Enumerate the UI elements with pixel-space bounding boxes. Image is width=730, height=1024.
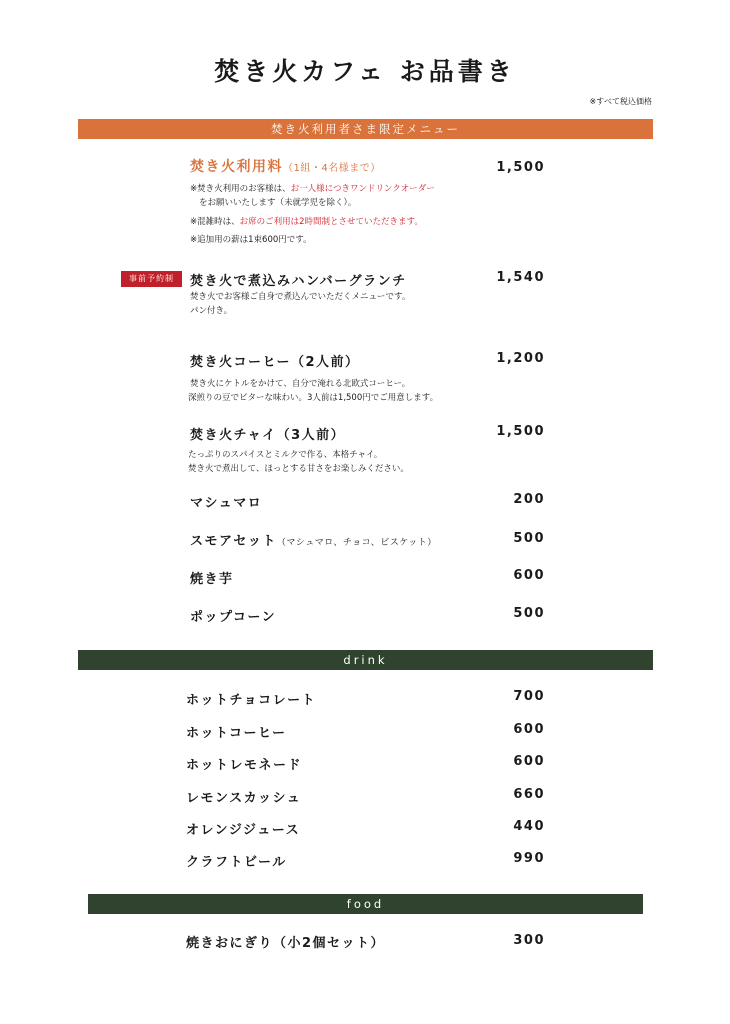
reservation-badge: 事前予約制: [121, 271, 182, 287]
menu-item-description: 深煎りの豆でビターな味わい。3人前は1,500円でご用意します。: [188, 393, 439, 403]
menu-item-description: 焚き火で煮出して、ほっとする甘さをお楽しみください。: [188, 464, 409, 474]
drink-item-price: 700: [513, 689, 545, 704]
menu-item-description: 焚き火にケトルをかけて、自分で淹れる北欧式コーヒー。: [190, 379, 411, 389]
menu-item-takibi-coffee: 焚き火コーヒー（2人前）: [190, 355, 360, 370]
menu-item-yakiimo: 焼き芋: [190, 572, 234, 587]
menu-item-price: 500: [513, 531, 545, 546]
menu-item-takibi-chai: 焚き火チャイ（3人前）: [190, 428, 346, 443]
menu-item-popcorn: ポップコーン: [190, 610, 277, 625]
drink-item-price: 600: [513, 722, 545, 737]
note-highlight: お一人様につきワンドリンクオーダー: [290, 184, 435, 194]
note-text: ※焚き火利用のお客様は、: [190, 184, 291, 194]
menu-item-subtext: （1組・4名様まで）: [283, 163, 381, 174]
menu-item-name: スモアセット: [190, 534, 277, 549]
drink-item-name: オレンジジュース: [186, 823, 301, 838]
menu-item-price: 200: [513, 492, 545, 507]
usage-note-1-cont: をお願いいたします（未就学児を除く）。: [199, 198, 357, 208]
drink-item-name: クラフトビール: [186, 855, 287, 870]
menu-item-price: 500: [513, 606, 545, 621]
menu-item-subtext: （マシュマロ、チョコ、ビスケット）: [276, 538, 437, 548]
menu-item-description: たっぷりのスパイスとミルクで作る、本格チャイ。: [188, 450, 383, 460]
drink-item-name: レモンスカッシュ: [186, 791, 302, 806]
drink-item-name: ホットチョコレート: [186, 693, 317, 708]
menu-item-description: 焚き火でお客様ご自身で煮込んでいただくメニューです。: [190, 292, 411, 302]
note-highlight: お席のご利用は2時間制とさせていただきます。: [239, 217, 423, 227]
drink-item-name: ホットレモネード: [186, 758, 303, 773]
drink-item-price: 660: [513, 787, 545, 802]
menu-item-price: 1,200: [496, 351, 545, 366]
menu-item-name: 焚き火利用料: [190, 159, 283, 175]
menu-item-marshmallow: マシュマロ: [190, 496, 263, 511]
drink-item-name: ホットコーヒー: [186, 726, 287, 741]
menu-item-smore-set: [190, 530, 437, 549]
menu-item-price: 1,500: [496, 160, 545, 175]
menu-item-price: 1,500: [496, 424, 545, 439]
drink-item-price: 440: [513, 819, 545, 834]
drink-item-price: 600: [513, 754, 545, 769]
food-item-price: 300: [513, 933, 545, 948]
usage-note-3: ※追加用の薪は1束600円です。: [190, 235, 312, 245]
section-header-drink: drink: [78, 650, 653, 670]
section-header-food: food: [88, 894, 643, 914]
tax-note: ※すべて税込価格: [589, 97, 652, 106]
food-item-name: 焼きおにぎり（小2個セット）: [186, 936, 386, 951]
section-header-limited: 焚き火利用者さま限定メニュー: [78, 119, 653, 139]
note-text: ※混雑時は、: [190, 217, 240, 227]
menu-item-description: パン付き。: [190, 306, 233, 316]
usage-note-2: [190, 216, 423, 228]
menu-item-price: 1,540: [496, 270, 545, 285]
page-title: 焚き火カフェ お品書き: [214, 57, 516, 86]
menu-item-usage-fee: [190, 156, 381, 176]
drink-item-price: 990: [513, 851, 545, 866]
usage-note-1: [190, 183, 435, 195]
menu-item-price: 600: [513, 568, 545, 583]
menu-item-hamburg: 焚き火で煮込みハンバーグランチ: [190, 274, 407, 289]
